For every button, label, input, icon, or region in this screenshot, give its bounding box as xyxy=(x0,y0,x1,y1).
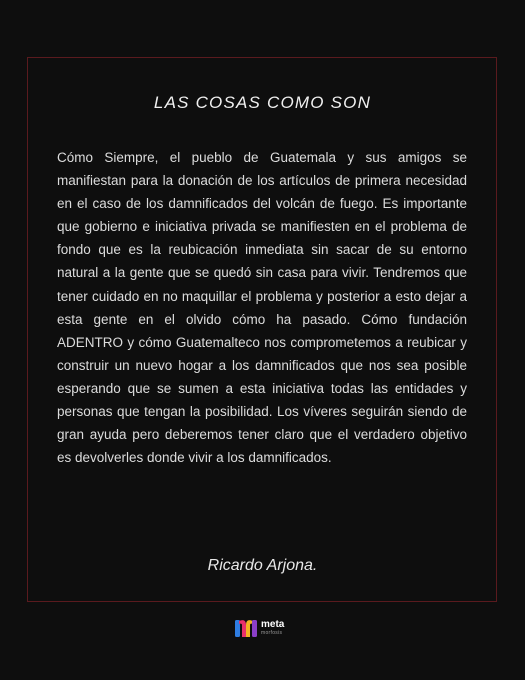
signature: Ricardo Arjona. xyxy=(207,557,318,574)
meta-m-logo-icon xyxy=(234,617,258,639)
document-title: LAS COSAS COMO SON xyxy=(153,93,372,112)
brand-logo xyxy=(234,617,284,639)
logo-subtext: morfosis xyxy=(261,630,283,636)
document-body: Cómo Siempre, el pueblo de Guatemala y sus amigos se manifiestan para la donación de los artículos de primera necesidad en el caso de los damnificados del volcán de fuego. Es importante que gobierno e iniciativa privada se manifiesten en el problema de fondo que es la reubicación inmediata sin sacar de su entorno natural a la gente que se quedó sin casa para vivir. Tendremos que tener cuidado en no maquillar el problema y posterior a esto dejar a esta gente en el olvido cómo ha pasado. Cómo fundación ADENTRO y cómo Guatemalteco nos comprometemos a reubicar y construir un nuevo hogar a los damnificados que nos sea posible esperando que se sumen a esta iniciativa todas las entidades y personas que tengan la posibilidad. Los víveres seguirán siendo de gran ayuda pero deberemos tener claro que el verdadero objetivo es devolverles donde vivir a los damnificados. xyxy=(57,150,467,466)
logo-wordmark: meta xyxy=(261,619,285,630)
